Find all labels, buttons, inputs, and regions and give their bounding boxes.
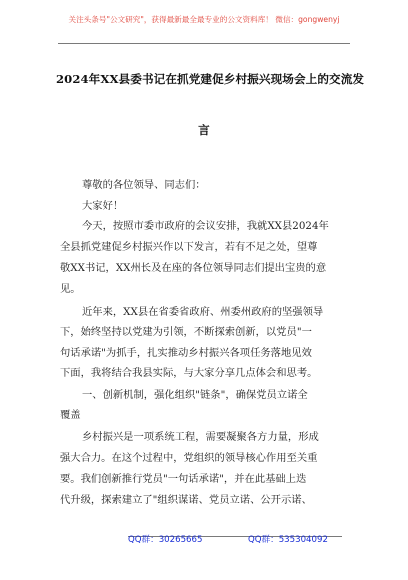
footer-qq-group-2: QQ群：535304092 [248,535,328,545]
document-title-line-2: 言 [198,123,210,137]
body-line: 见。 [60,283,81,295]
body-line: 今天，按照市委市政府的会议安排，我就XX县2024年 [82,220,329,232]
body-line: 下面，我将结合我县实际，与大家分享几点体会和思考。 [60,367,318,379]
body-line: 强大合力。在这个过程中，党组织的领导核心作用至关重 [60,452,318,464]
body-line: 全县抓党建促乡村振兴作以下发言，若有不足之处，望尊 [60,241,318,253]
body-line: 乡村振兴是一项系统工程，需要凝聚各方力量，形成 [82,431,319,443]
footer-qq-group-1: QQ群：30265665 [128,535,203,545]
section-heading: 一、创新机制，强化组织"链条"，确保党员立诺全 [82,389,308,401]
section-heading-continued: 覆盖 [60,409,81,421]
document-title-line-1: 2024年XX县委书记在抓党建促乡村振兴现场会上的交流发 [56,72,365,86]
body-line: 句话承诺"为抓手，扎实推动乡村振兴各项任务落地见效 [60,347,312,359]
body-line: 敬XX书记，XX州长及在座的各位领导同志们提出宝贵的意 [60,262,327,274]
promo-header: 关注头条号"公文研究"，获得最新最全最专业的公文资料库！ 微信：gongwenyj [68,15,340,24]
body-line: 近年来，XX县在省委省政府、州委州政府的坚强领导 [82,306,324,318]
body-line: 代升级，探索建立了"组织谋诺、党员立诺、公开示诺、 [60,494,312,506]
salutation: 尊敬的各位领导、同志们： [82,179,206,191]
body-line: 下，始终坚持以党建为引领，不断探索创新，以党员"一 [60,326,312,338]
body-line: 要。我们创新推行党员"一句话承诺"，并在此基础上迭 [60,473,307,485]
greeting: 大家好！ [82,200,124,212]
